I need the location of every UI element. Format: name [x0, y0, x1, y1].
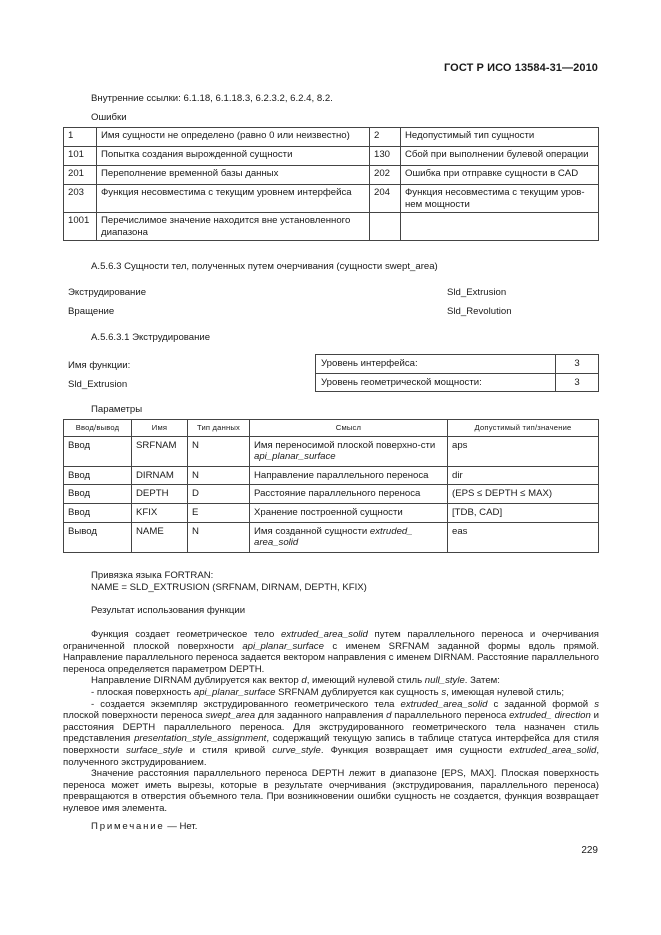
error-text: Имя сущности не определено (равно 0 или неизвестно) — [97, 128, 370, 147]
param-type: N — [188, 466, 250, 485]
table-row — [64, 166, 599, 185]
param-type: D — [188, 485, 250, 504]
table-header-row — [64, 420, 599, 437]
error-text: Ошибка при отправке сущности в CAD — [401, 166, 599, 185]
table-row — [64, 503, 599, 522]
body-paragraph: Функция создает геометрическое тело extruded_area_solid путем параллельного переноса и очерчивания ограниченной плоской поверхности api_planar_surface с именем SRFNAM заданной формы вдоль прямой. Направление параллельного переноса задается вектором направления с именем DIRNAM. Расстояние параллельного переноса определяется параметром DEPTH. — [63, 629, 599, 675]
section-a563-heading: А.5.6.3 Сущности тел, полученных путем очерчивания (сущности swept_area) — [91, 261, 438, 272]
geometric-power-label: Уровень геометрической мощности: — [316, 373, 556, 392]
param-io: Вывод — [64, 522, 132, 552]
param-io: Ввод — [64, 503, 132, 522]
table-row — [64, 147, 599, 166]
param-name: KFIX — [132, 503, 188, 522]
param-io: Ввод — [64, 485, 132, 504]
params-title: Параметры — [91, 404, 143, 415]
param-meaning: Хранение построенной сущности — [250, 503, 448, 522]
param-value: (EPS ≤ DEPTH ≤ MAX) — [448, 485, 599, 504]
body-paragraph: - плоская поверхность api_planar_surface SRFNAM дублируется как сущность s, имеющая нулевой стиль; — [91, 686, 564, 698]
mapping-right: Sld_Revolution — [447, 306, 512, 317]
table-row — [316, 355, 599, 374]
column-header: Допустимый тип/значение — [448, 420, 599, 437]
error-code: 202 — [370, 166, 401, 185]
interface-level-value: 3 — [556, 355, 599, 374]
error-text: Попытка создания вырожденной сущности — [97, 147, 370, 166]
section-a5631-heading: А.5.6.3.1 Экструдирование — [91, 332, 211, 343]
function-name: Sld_Extrusion — [68, 379, 128, 390]
param-name: NAME — [132, 522, 188, 552]
note — [63, 821, 599, 833]
table-row — [64, 185, 599, 213]
param-type: E — [188, 503, 250, 522]
function-name-label: Имя функции: — [68, 360, 131, 371]
errors-title: Ошибки — [91, 112, 127, 123]
result-title: Результат использования функции — [91, 605, 246, 616]
error-text: Переполнение временной базы данных — [97, 166, 370, 185]
error-code: 1001 — [64, 213, 97, 241]
error-text: Функция несовместима с текущим уровнем интерфейса — [97, 185, 370, 213]
param-name: DEPTH — [132, 485, 188, 504]
result-body — [63, 629, 599, 832]
body-paragraph: Направление DIRNAM дублируется как вектор d, имеющий нулевой стиль null_style. Затем: — [91, 675, 500, 687]
param-type: N — [188, 436, 250, 466]
table-row — [64, 213, 599, 241]
error-code: 201 — [64, 166, 97, 185]
fortran-binding-title: Привязка языка FORTRAN: — [91, 570, 214, 581]
param-meaning: Имя переносимой плоской поверхно-сти api_planar_surface — [250, 436, 448, 466]
interface-level-label: Уровень интерфейса: — [316, 355, 556, 374]
error-code: 203 — [64, 185, 97, 213]
column-header: Тип данных — [188, 420, 250, 437]
param-name: DIRNAM — [132, 466, 188, 485]
interface-table — [315, 354, 599, 392]
column-header: Имя — [132, 420, 188, 437]
error-code: 130 — [370, 147, 401, 166]
error-code: 204 — [370, 185, 401, 213]
param-io: Ввод — [64, 436, 132, 466]
error-text: Недопустимый тип сущности — [401, 128, 599, 147]
error-code — [370, 213, 401, 241]
note-label: Примечание — [91, 820, 165, 832]
column-header: Ввод/вывод — [64, 420, 132, 437]
geometric-power-value: 3 — [556, 373, 599, 392]
error-text: Функция несовместима с текущим уров-нем мощности — [401, 185, 599, 213]
column-header: Смысл — [250, 420, 448, 437]
mapping-left: Экструдирование — [68, 287, 147, 298]
mapping-left: Вращение — [68, 306, 115, 317]
param-value: eas — [448, 522, 599, 552]
param-type: N — [188, 522, 250, 552]
param-value: [TDB, CAD] — [448, 503, 599, 522]
error-code: 101 — [64, 147, 97, 166]
document-header: ГОСТ Р ИСО 13584-31—2010 — [443, 62, 598, 74]
table-row — [64, 466, 599, 485]
param-meaning: Направление параллельного переноса — [250, 466, 448, 485]
table-row — [316, 373, 599, 392]
mapping-right: Sld_Extrusion — [447, 287, 507, 298]
table-row — [64, 128, 599, 147]
note-text: — Нет. — [164, 820, 198, 832]
param-meaning: Расстояние параллельного переноса — [250, 485, 448, 504]
error-text — [401, 213, 599, 241]
error-code: 1 — [64, 128, 97, 147]
fortran-call: NAME = SLD_EXTRUSION (SRFNAM, DIRNAM, DEPTH, KFIX) — [91, 582, 367, 593]
params-table — [63, 419, 599, 553]
error-code: 2 — [370, 128, 401, 147]
table-row — [64, 436, 599, 466]
param-io: Ввод — [64, 466, 132, 485]
error-text: Сбой при выполнении булевой операции — [401, 147, 599, 166]
error-text: Перечислимое значение находится вне установленного диапазона — [97, 213, 370, 241]
internal-references: Внутренние ссылки: 6.1.18, 6.1.18.3, 6.2.3.2, 6.2.4, 8.2. — [91, 93, 333, 104]
param-meaning: Имя созданной сущности extruded_ area_solid — [250, 522, 448, 552]
table-row — [64, 485, 599, 504]
param-name: SRFNAM — [132, 436, 188, 466]
param-value: dir — [448, 466, 599, 485]
errors-table — [63, 127, 599, 241]
body-paragraph: Значение расстояния параллельного переноса DEPTH лежит в диапазоне [EPS, MAX]. Плоская поверхность переноса может иметь вырезы, которые в результате очерчивания (экструдирования, параллельного переноса) превращаются в отверстия объемного тела. При возникновении ошибки сущность не создается, функция возвращает нулевое имя элемента. — [63, 768, 599, 814]
param-value: aps — [448, 436, 599, 466]
page-number: 229 — [581, 845, 598, 856]
body-paragraph: - создается экземпляр экструдированного геометрического тела extruded_area_solid с заданной формой s плоской поверхности переноса swept_area для заданного направления d параллельного переноса extruded_ direction и расстояния DEPTH параллельного переноса. Для экструдированного геометрического тела назначен стиль представления presentation_style_assignment, содержащий текущую запись в таблице статуса интерфейса для стиля поверхности surface_style и стиля кривой curve_style. Функция возвращает имя сущности extruded_area_solid, полученного экструдированием. — [63, 698, 600, 768]
table-row — [64, 522, 599, 552]
